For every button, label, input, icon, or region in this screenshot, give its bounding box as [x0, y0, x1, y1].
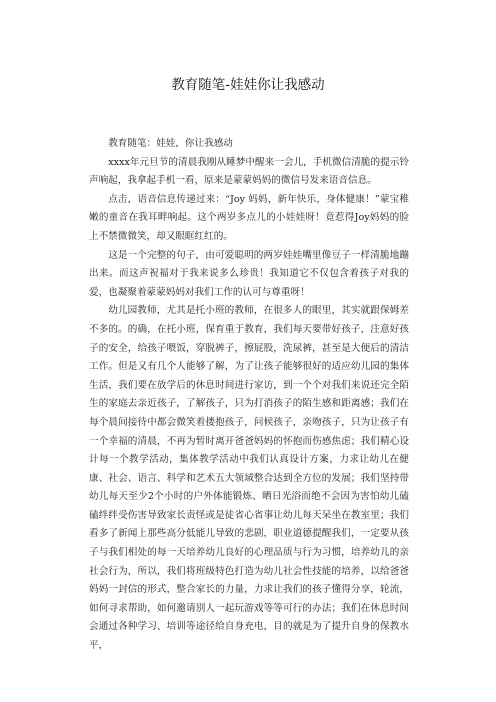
paragraph: 幼儿园教师，尤其是托小班的教师，在很多人的眼里，其实就跟保姆差不多的。的确，在托小班，保育重于教育，我们每天要带好孩子，注意好孩子的安全，给孩子喂饭，穿脱裤子，擦屁股，洗尿裤，甚至是大便后的清洁工作。但是又有几个人能够了解，为了让孩子能够很好的适应幼儿园的集体生活，我们要在放学后的休息时间进行家访，到一个个对我们来说还完全陌生的家庭去亲近孩子，了解孩子，只为打消孩子的陌生感和距离感；我们在每个晨间接待中都会微笑着搂抱孩子，问候孩子，亲吻孩子，只为让孩子有一个幸福的清晨，不再为暂时离开爸爸妈妈的怀抱而伤感焦虑；我们精心设计每一个教学活动，集体教学活动中我们认真设计方案，力求让幼儿在健康、社会、语言、科学和艺术五大领域整合达到全方位的发展；我们坚持带幼儿每天至少2个小时的户外体能锻炼、晒日光浴而绝不会因为害怕幼儿磕磕绊绊受伤害导致家长责怪或是徒省心省事让幼儿每天呆坐在教室里；我们看多了新闻上那些高分低能儿导致的悲剧，职业道德提醒我们，一定要从孩子与我们相处的每一天培养幼儿良好的心理品质与行为习惯，培养幼儿的亲社会行为，所以，我们将班级特色打造为幼儿社会性技能的培养，以给爸爸妈妈一封信的形式，整合家长的力量，力求让我们的孩子懂得分享，轮流，如何寻求帮助，如何邀请别人一起玩游戏等等可行的办法；我们在休息时间会通过各种学习、培训等途径给自身充电，目的就是为了提升自身的保教水平，	[89, 305, 409, 652]
paragraph: 这是一个完整的句子，由可爱聪明的两岁娃娃嘴里像豆子一样清脆地蹦出来。而这声祝福对于我来说多么珍贵！我知道它不仅包含着孩子对我的爱，也凝聚着蒙蒙妈妈对我们工作的认可与尊重呀！	[89, 249, 409, 298]
paragraph: 点击，语音信息传递过来：“Joy 妈妈，新年快乐，身体健康！”蒙宝稚嫩的童音在我耳畔响起。这个两岁多点儿的小娃娃呀！竟惹得Joy妈妈的脸上不禁微微笑，却又眼眶红红的。	[89, 193, 409, 242]
document-title: 教育随笔-娃娃你让我感动	[171, 77, 325, 93]
paragraph: xxxx年元旦节的清晨我刚从睡梦中醒来一会儿，手机微信清脆的提示铃声响起，我拿起手机一看，原来是蒙蒙妈妈的微信号发来语音信息。	[89, 156, 409, 187]
document-body	[89, 135, 409, 656]
paragraph: 教育随笔：娃娃，你让我感动	[108, 138, 233, 149]
